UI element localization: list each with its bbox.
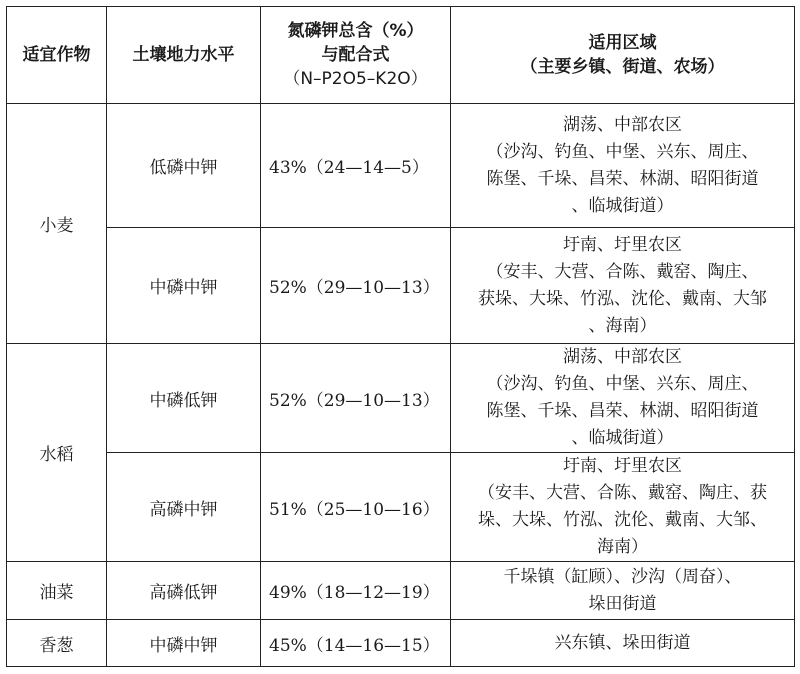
formula-cell: 52%（29—10—13） xyxy=(261,228,451,344)
soil-level-cell: 高磷中钾 xyxy=(107,453,261,562)
header-formula-line: 与配合式 xyxy=(321,45,390,65)
table-row xyxy=(7,228,795,344)
soil-level-cell: 高磷低钾 xyxy=(107,562,261,620)
table-row xyxy=(7,344,795,453)
header-area-line: （主要乡镇、街道、农场） xyxy=(520,57,725,77)
crop-cell: 香葱 xyxy=(7,620,107,667)
header-row xyxy=(7,7,795,104)
area-line: 、临城街道） xyxy=(571,428,674,448)
area-line: （沙沟、钓鱼、中堡、兴东、周庄、 xyxy=(486,374,759,394)
header-formula-line: （N–P2O5–K2O） xyxy=(283,69,428,89)
soil-level-cell: 中磷中钾 xyxy=(107,620,261,667)
area-line: （沙沟、钓鱼、中堡、兴东、周庄、 xyxy=(486,141,759,162)
area-line: 获垛、大垛、竹泓、沈伦、戴南、大邹 xyxy=(478,288,767,309)
header-formula xyxy=(261,7,451,104)
area-line: 圩南、圩里农区 xyxy=(563,456,682,476)
area-line: 圩南、圩里农区 xyxy=(563,234,682,255)
table-row xyxy=(7,104,795,228)
area-line: 陈堡、千垛、昌荣、林湖、昭阳街道 xyxy=(486,168,759,189)
area-line: （安丰、大营、合陈、戴窑、陶庄、获 xyxy=(478,483,767,503)
table-row xyxy=(7,453,795,562)
area-cell xyxy=(451,344,795,453)
crop-cell: 油菜 xyxy=(7,562,107,620)
formula-cell: 49%（18—12—19） xyxy=(261,562,451,620)
crop-cell: 小麦 xyxy=(7,104,107,344)
area-line: 、海南） xyxy=(588,315,657,336)
area-line: 湖荡、中部农区 xyxy=(563,347,682,367)
fertilizer-table xyxy=(6,6,795,667)
area-line: 湖荡、中部农区 xyxy=(563,114,682,135)
table-row xyxy=(7,562,795,620)
formula-cell: 45%（14—16—15） xyxy=(261,620,451,667)
area-line: 兴东镇、垛田街道 xyxy=(554,632,691,653)
soil-level-cell: 中磷中钾 xyxy=(107,228,261,344)
header-crop: 适宜作物 xyxy=(7,7,107,104)
area-line: 海南） xyxy=(597,537,648,557)
area-line: 、临城街道） xyxy=(571,195,674,216)
header-formula-line: 氮磷钾总含（%） xyxy=(287,21,424,41)
formula-cell: 52%（29—10—13） xyxy=(261,344,451,453)
header-area xyxy=(451,7,795,104)
area-line: 垛田街道 xyxy=(588,593,657,614)
area-line: 陈堡、千垛、昌荣、林湖、昭阳街道 xyxy=(486,401,759,421)
area-cell xyxy=(451,104,795,228)
formula-cell: 51%（25—10—16） xyxy=(261,453,451,562)
soil-level-cell: 低磷中钾 xyxy=(107,104,261,228)
header-area-line: 适用区域 xyxy=(588,33,657,53)
table-row xyxy=(7,620,795,667)
soil-level-cell: 中磷低钾 xyxy=(107,344,261,453)
formula-cell: 43%（24—14—5） xyxy=(261,104,451,228)
area-line: 垛、大垛、竹泓、沈伦、戴南、大邹、 xyxy=(478,510,767,530)
area-cell xyxy=(451,620,795,667)
area-cell xyxy=(451,228,795,344)
area-line: 千垛镇（缸顾）、沙沟（周奋）、 xyxy=(503,566,742,587)
area-line: （安丰、大营、合陈、戴窑、陶庄、 xyxy=(486,261,759,282)
crop-cell: 水稻 xyxy=(7,344,107,562)
header-soil-level: 土壤地力水平 xyxy=(107,7,261,104)
area-cell xyxy=(451,453,795,562)
area-cell xyxy=(451,562,795,620)
